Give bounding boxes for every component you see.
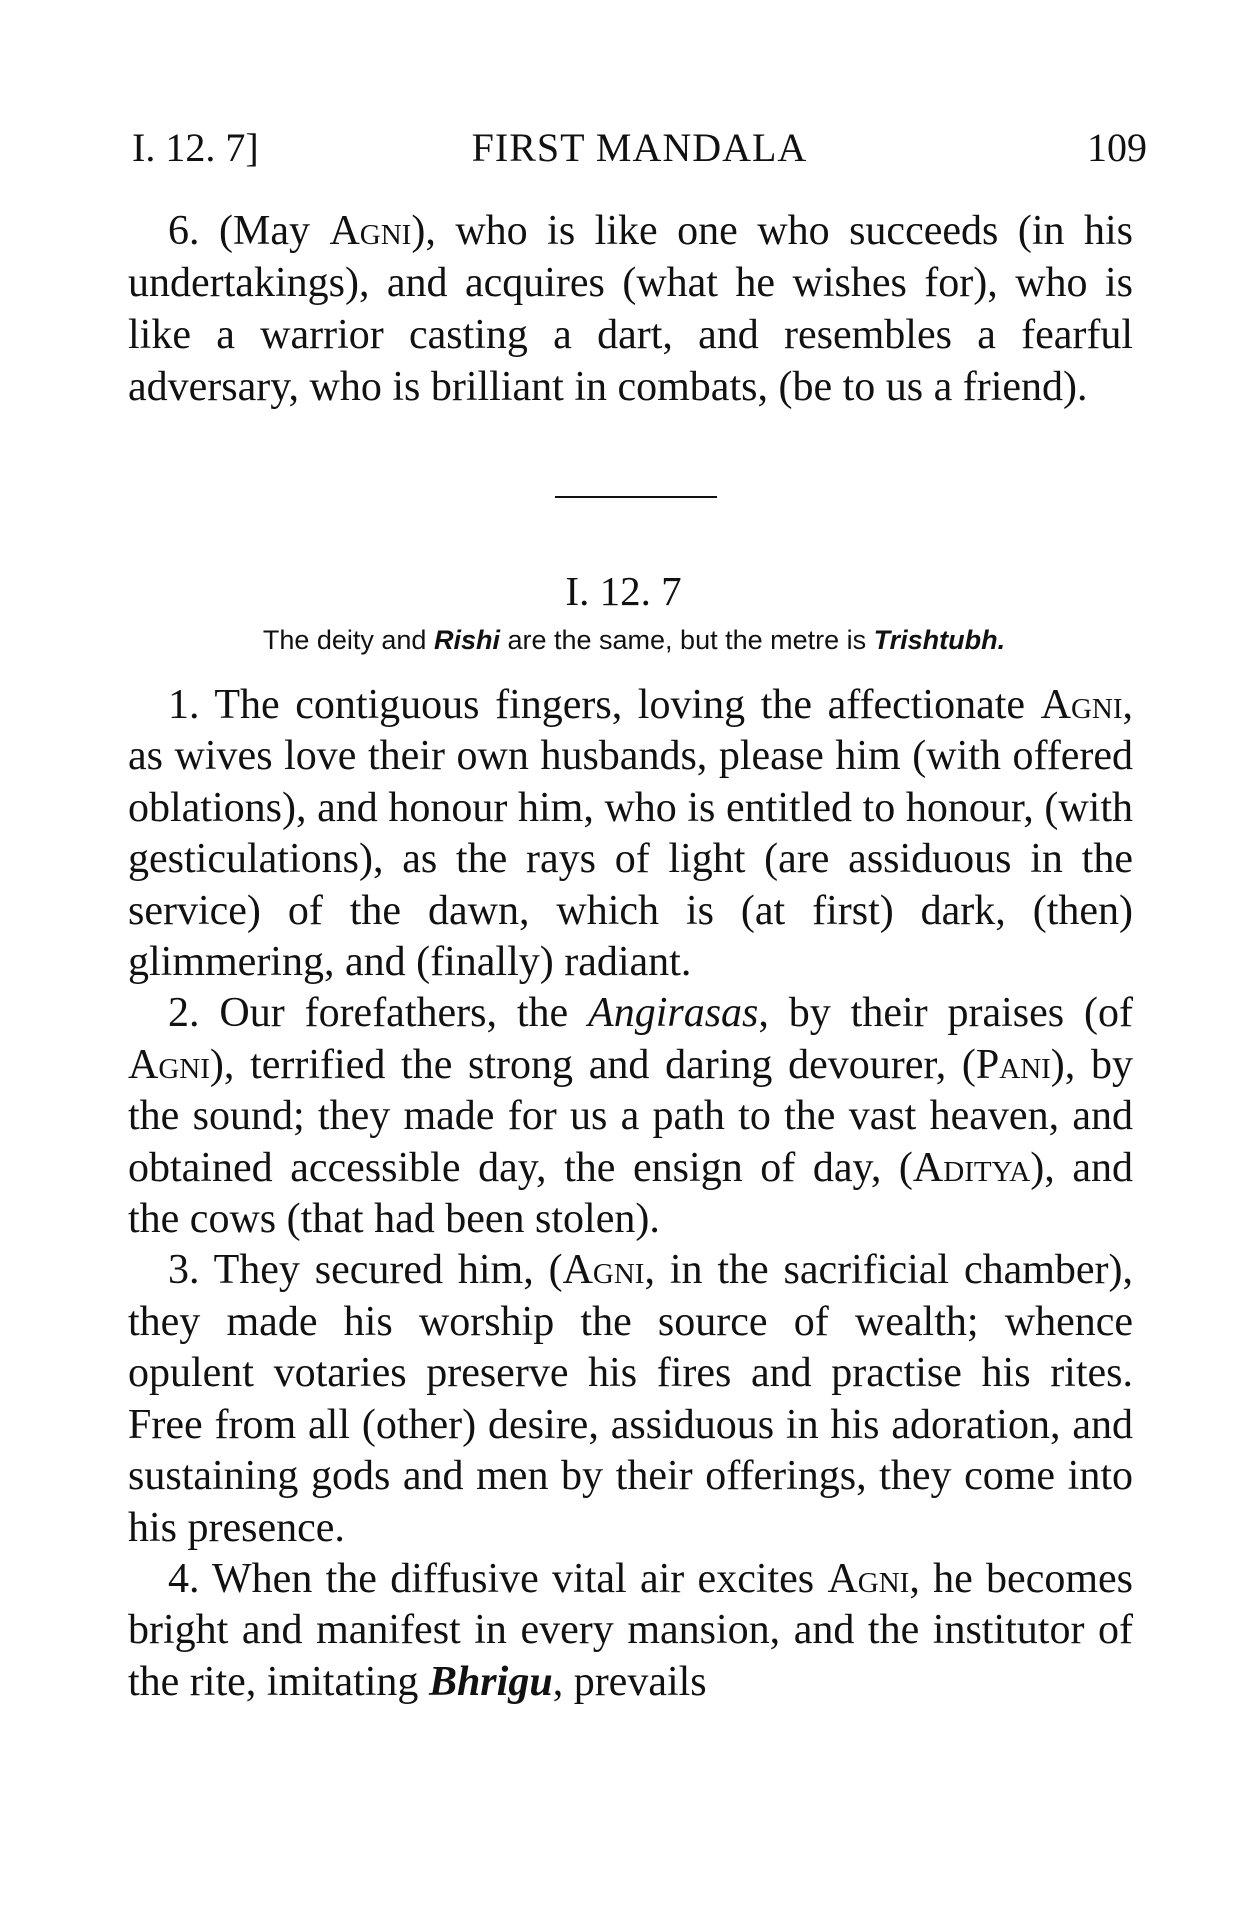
deity-name: Agni (562, 1247, 645, 1294)
angirasas-term: Angirasas (588, 990, 759, 1037)
verse-3 (128, 1245, 1133, 1553)
verse-text: Our forefathers, the (199, 990, 589, 1037)
verse-text: The contiguous fingers, loving the affectionate (199, 682, 1041, 728)
verse-6-paragraph (128, 205, 1133, 413)
running-title: FIRST MANDALA (471, 125, 808, 170)
deity-name: Agni (128, 1041, 210, 1088)
running-header (132, 118, 1147, 178)
verse-number: 4. (168, 1555, 200, 1602)
verse-text: ), by the sound; they made for us a path to the vast heaven, and obtained accessible day, the ensign of day, ( (128, 1041, 1133, 1191)
verse-text: , in the sacrificial chamber), they made his worship the source of wealth; whence opulent votaries preserve his fires and practise his rites. Free from all (other) desire, assiduous in his adoration, and sustaining gods and men by their offerings, they come into his presence. (128, 1247, 1134, 1551)
section-heading: I. 12. 7 (565, 568, 682, 614)
metre-name: Trishtubh. (873, 625, 1006, 655)
verse-2 (128, 988, 1133, 1245)
deity-name: Agni (827, 1555, 910, 1602)
verse-number: 1. (168, 682, 200, 728)
verse-1 (128, 680, 1133, 988)
deity-name: Agni (1040, 682, 1123, 728)
verses-list (128, 680, 1133, 1708)
bhrigu-name: Bhrigu (428, 1658, 553, 1705)
verse-4 (128, 1554, 1133, 1708)
aditya-name: Aditya (912, 1144, 1031, 1191)
verse-6 (128, 205, 1133, 413)
section-divider (555, 496, 717, 498)
verse-text: , by their praises (of (758, 990, 1133, 1037)
verse-text: ), who is like one who succeeds (in his undertakings), and acquires (what he wishes for), who is like a warrior casting a dart, and resembles a fearful adversary, who is brilliant in combats, (be to us a friend). (128, 208, 1133, 410)
verse-text: , prevails (552, 1658, 707, 1705)
verse-text: When the diffusive vital air excites (199, 1555, 828, 1602)
rishi-term: Rishi (433, 625, 500, 655)
verse-text: (May (199, 208, 330, 254)
page-number: 109 (1087, 125, 1147, 170)
verse-text: , he becomes bright and manifest in every mansion, and the institutor of the rite, imitating (128, 1555, 1133, 1705)
verse-text: They secured him, ( (199, 1247, 563, 1294)
verse-text: ), and the cows (that had been stolen). (128, 1144, 1133, 1243)
verse-number: 6. (168, 208, 200, 254)
note-text: are the same, but the metre is (499, 625, 874, 655)
verse-reference: I. 12. 7] (132, 125, 259, 170)
verse-text: ), terrified the strong and daring devourer, ( (209, 1041, 976, 1088)
pani-name: Pani (975, 1041, 1051, 1088)
note-text: The deity and (262, 625, 434, 655)
verse-text: , as wives love their own husbands, please him (with offered oblations), and honour him, who is entitled to honour, (with gesticulations), as the rays of light (are assiduous in the service) of the dawn, which is (at first) dark, (then) glimmering, and (finally) radiant. (128, 682, 1133, 986)
deity-name: Agni (329, 208, 412, 254)
section-note (164, 620, 1104, 660)
verse-number: 2. (168, 990, 200, 1037)
verse-number: 3. (168, 1247, 200, 1294)
